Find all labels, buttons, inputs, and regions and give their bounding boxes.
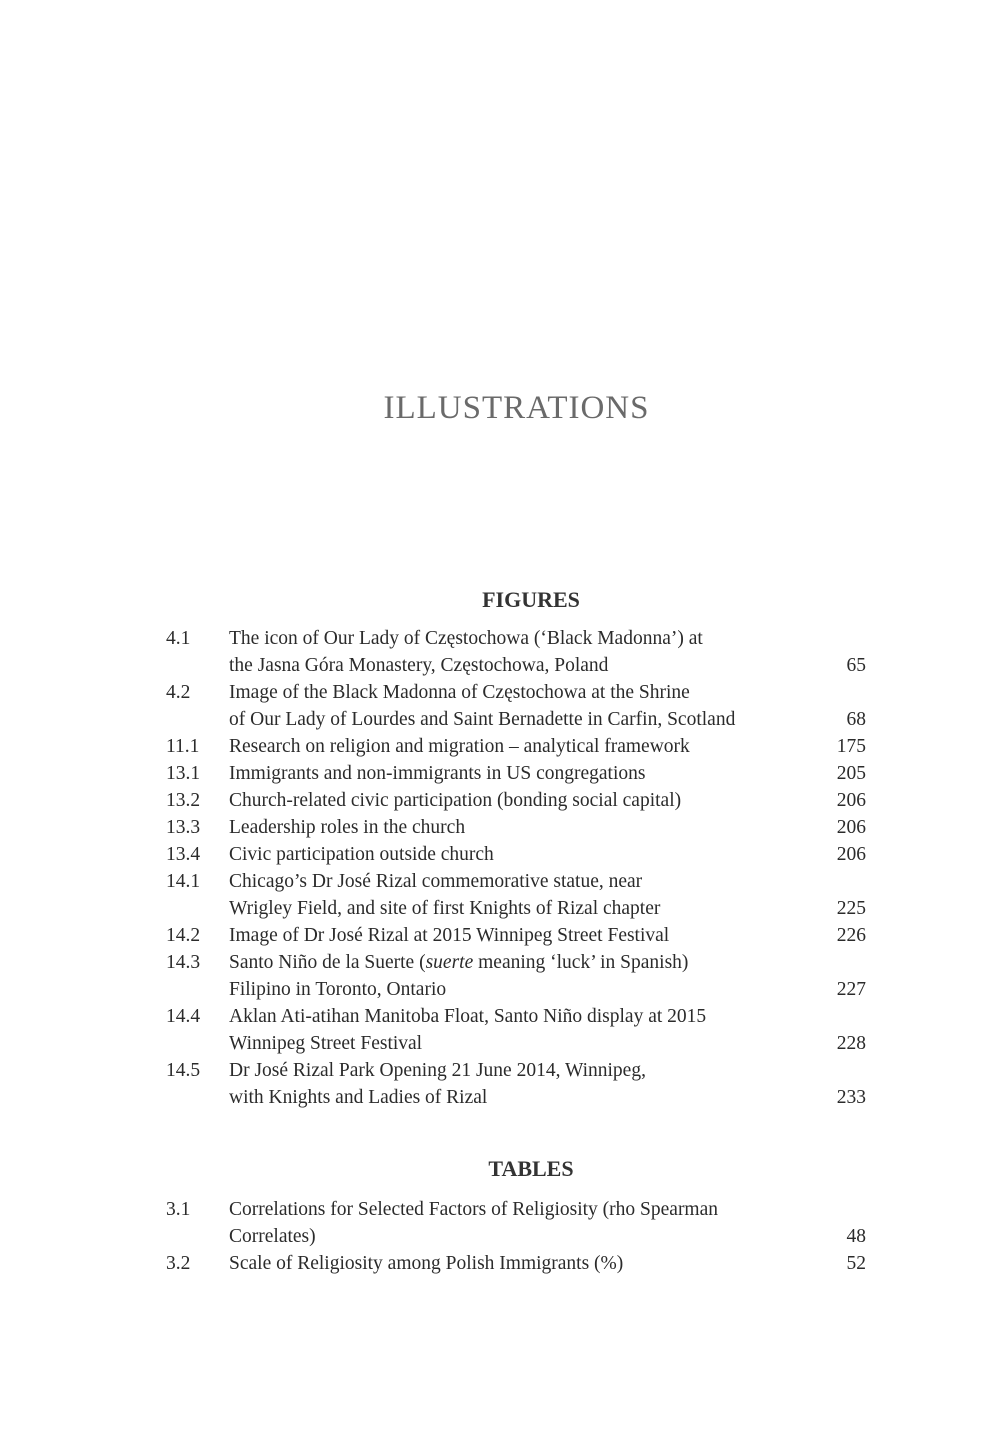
entry-number: 4.1 [166, 628, 191, 649]
entry-caption-line: Scale of Religiosity among Polish Immigrants (%) [229, 1253, 624, 1274]
entry-page-number: 65 [846, 655, 866, 676]
entry-caption-line: The icon of Our Lady of Częstochowa (‘Black Madonna’) at [229, 628, 703, 649]
entry-caption [229, 625, 806, 679]
entry-caption-line: Civic participation outside church [229, 844, 494, 865]
entry-caption-line: Correlates) [229, 1226, 316, 1247]
entry-caption [229, 1003, 806, 1057]
entry-page-number: 48 [846, 1226, 866, 1247]
entry-caption [229, 841, 806, 868]
entry-number: 14.1 [166, 871, 201, 892]
entry-caption-line: Winnipeg Street Festival [229, 1033, 423, 1054]
entry-number: 13.4 [166, 844, 201, 865]
entry-caption-line: of Our Lady of Lourdes and Saint Bernadette in Carfin, Scotland [229, 709, 736, 730]
list-item [166, 760, 866, 787]
entry-caption [229, 814, 806, 841]
entry-caption-line: Correlations for Selected Factors of Religiosity (rho Spearman [229, 1199, 719, 1220]
tables-list [166, 1196, 866, 1277]
entry-caption [229, 1250, 806, 1277]
tables-heading: TABLES [488, 1156, 574, 1181]
entry-caption-line: Chicago’s Dr José Rizal commemorative statue, near [229, 871, 643, 892]
list-item [166, 1003, 866, 1057]
entry-caption-line: Image of Dr José Rizal at 2015 Winnipeg Street Festival [229, 925, 670, 946]
entry-number: 4.2 [166, 682, 191, 703]
entry-caption-line: Research on religion and migration – analytical framework [229, 736, 690, 757]
entry-page-number: 226 [836, 925, 866, 946]
list-item [166, 868, 866, 922]
entry-page-number: 227 [836, 979, 866, 1000]
entry-caption-line: Aklan Ati-atihan Manitoba Float, Santo Niño display at 2015 [229, 1006, 707, 1027]
entry-page-number: 52 [846, 1253, 866, 1274]
entry-caption [229, 922, 806, 949]
entry-caption [229, 760, 806, 787]
list-item [166, 787, 866, 814]
list-item [166, 733, 866, 760]
entry-caption [229, 733, 806, 760]
entry-caption-line: with Knights and Ladies of Rizal [229, 1087, 488, 1108]
entry-caption-line: Immigrants and non-immigrants in US congregations [229, 763, 646, 784]
entry-caption-line: Church-related civic participation (bonding social capital) [229, 790, 682, 811]
figures-section [166, 587, 866, 1111]
entry-caption-line: Dr José Rizal Park Opening 21 June 2014, Winnipeg, [229, 1060, 646, 1081]
figures-list [166, 625, 866, 1111]
entry-caption [229, 787, 806, 814]
list-item [166, 679, 866, 733]
tables-section [166, 1156, 866, 1277]
list-item [166, 1196, 866, 1250]
entry-page-number: 206 [836, 817, 866, 838]
entry-number: 14.2 [166, 925, 201, 946]
entry-caption [229, 679, 806, 733]
entry-number: 13.2 [166, 790, 201, 811]
list-item [166, 841, 866, 868]
entry-number: 14.4 [166, 1006, 201, 1027]
entry-caption-line: the Jasna Góra Monastery, Częstochowa, Poland [229, 655, 609, 676]
figures-heading: FIGURES [482, 587, 580, 612]
list-item [166, 1250, 866, 1277]
entry-page-number: 68 [846, 709, 866, 730]
entry-page-number: 206 [836, 844, 866, 865]
list-item [166, 949, 866, 1003]
entry-caption-line: Image of the Black Madonna of Częstochowa at the Shrine [229, 682, 690, 703]
entry-number: 11.1 [166, 736, 200, 757]
entry-caption [229, 1196, 806, 1250]
entry-page-number: 233 [836, 1087, 866, 1108]
list-item [166, 625, 866, 679]
entry-caption-line: Leadership roles in the church [229, 817, 466, 838]
page-title: ILLUSTRATIONS [383, 390, 650, 426]
entry-caption-line: Filipino in Toronto, Ontario [229, 979, 447, 1000]
entry-caption-line: Santo Niño de la Suerte (suerte meaning ‘luck’ in Spanish) [229, 952, 689, 973]
entry-number: 14.5 [166, 1060, 201, 1081]
list-item [166, 922, 866, 949]
list-item [166, 814, 866, 841]
list-item [166, 1057, 866, 1111]
entry-number: 3.2 [166, 1253, 191, 1274]
entry-number: 13.3 [166, 817, 201, 838]
entry-page-number: 228 [836, 1033, 866, 1054]
entry-number: 13.1 [166, 763, 201, 784]
entry-caption [229, 1057, 806, 1111]
entry-page-number: 225 [836, 898, 866, 919]
entry-page-number: 175 [836, 736, 866, 757]
entry-number: 3.1 [166, 1199, 191, 1220]
entry-caption [229, 868, 806, 922]
entry-page-number: 206 [836, 790, 866, 811]
entry-number: 14.3 [166, 952, 201, 973]
entry-caption [229, 949, 806, 1003]
entry-page-number: 205 [836, 763, 866, 784]
entry-caption-line: Wrigley Field, and site of first Knights of Rizal chapter [229, 898, 661, 919]
